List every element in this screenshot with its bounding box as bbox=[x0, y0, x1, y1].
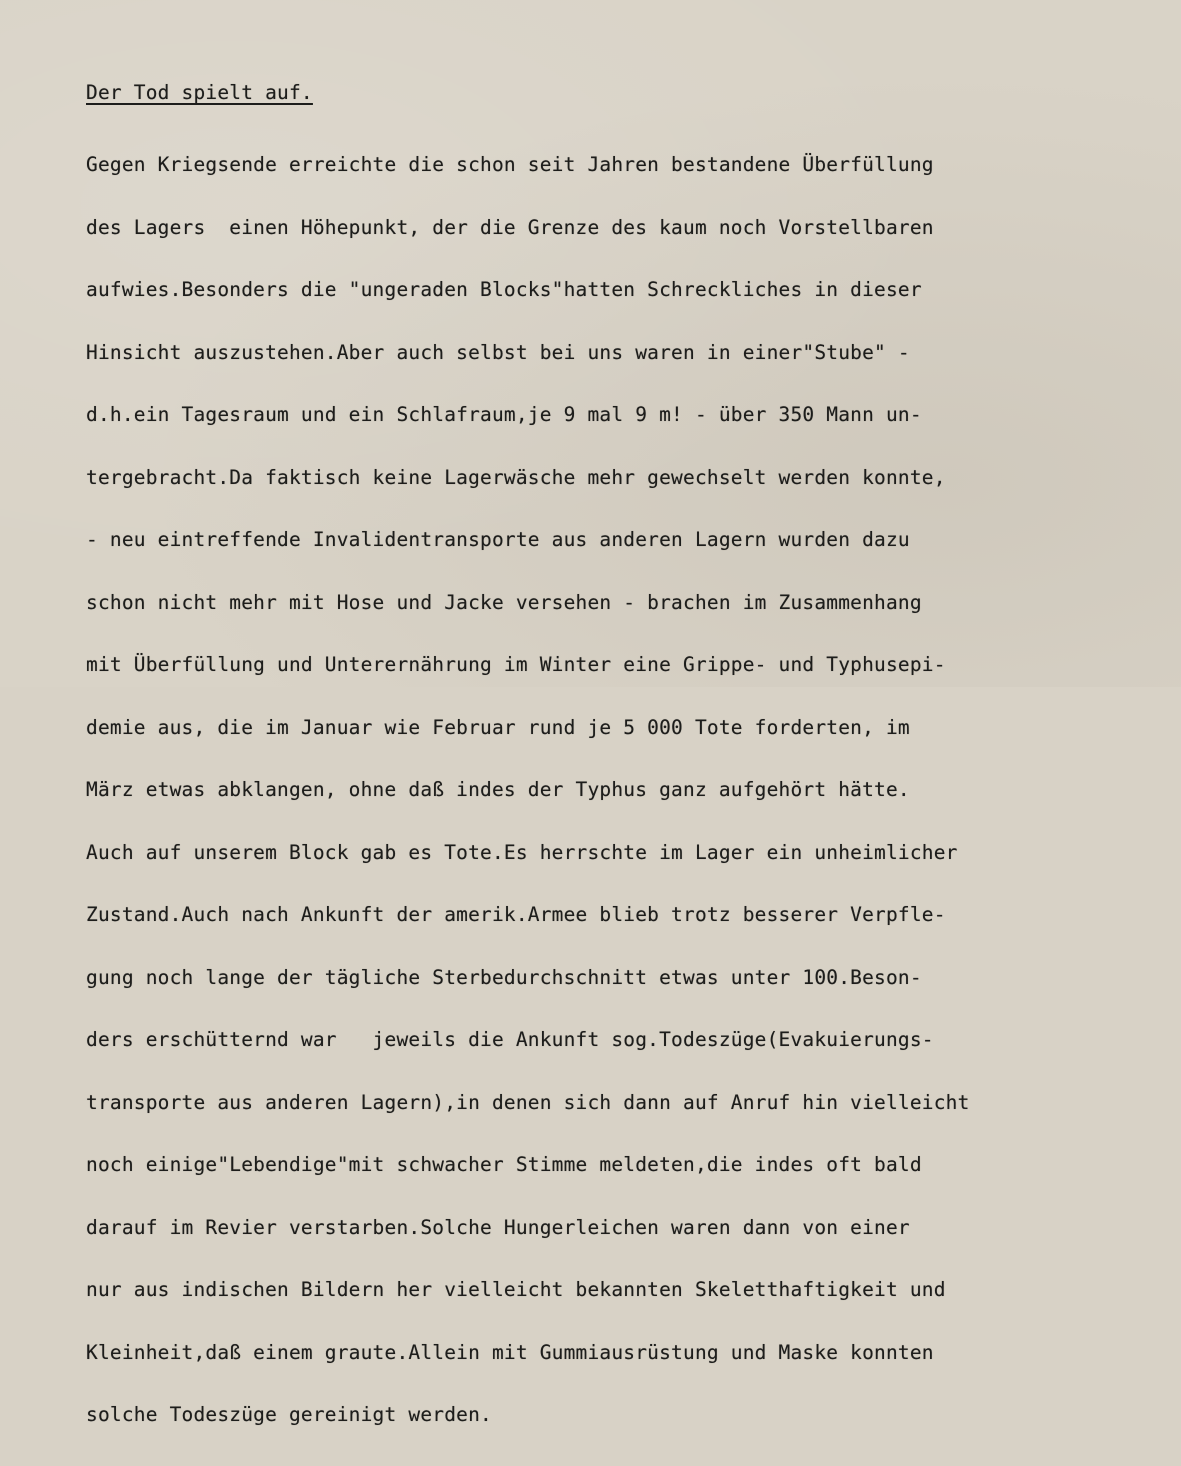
text-line: Auch auf unserem Block gab es Tote.Es herrschte im Lager ein unheimlicher bbox=[86, 840, 958, 864]
text-line: ders erschütternd war jeweils die Ankunft sog.Todeszüge(Evakuierungs- bbox=[86, 1028, 934, 1051]
text-line: tergebracht.Da faktisch keine Lagerwäsche mehr gewechselt werden konnte, bbox=[86, 465, 946, 489]
text-line: nur aus indischen Bildern her vielleicht bekannten Skeletthaftigkeit und bbox=[86, 1278, 946, 1301]
text-line: schon nicht mehr mit Hose und Jacke versehen - brachen im Zusammenhang bbox=[86, 590, 922, 614]
text-line: Gegen Kriegsende erreichte die schon seit Jahren bestandene Überfüllung bbox=[86, 153, 934, 176]
document-title: Der Tod spielt auf. bbox=[86, 81, 313, 104]
text-line: des Lagers einen Höhepunkt, der die Grenze des kaum noch Vorstellbaren bbox=[86, 215, 934, 239]
text-line: - neu eintreffende Invalidentransporte aus anderen Lagern wurden dazu bbox=[86, 528, 910, 551]
text-line: gung noch lange der tägliche Sterbedurchschnitt etwas unter 100.Beson- bbox=[86, 965, 922, 989]
text-line: März etwas abklangen, ohne daß indes der Typhus ganz aufgehört hätte. bbox=[86, 778, 910, 801]
text-line: demie aus, die im Januar wie Februar rund je 5 000 Tote forderten, im bbox=[86, 715, 910, 739]
document-body bbox=[86, 115, 1146, 1466]
text-line: solche Todeszüge gereinigt werden. bbox=[86, 1403, 492, 1426]
text-line: Hinsicht auszustehen.Aber auch selbst bei uns waren in einer"Stube" - bbox=[86, 340, 910, 364]
text-line: Kleinheit,daß einem graute.Allein mit Gummiausrüstung und Maske konnten bbox=[86, 1340, 934, 1364]
text-line: Zustand.Auch nach Ankunft der amerik.Armee blieb trotz besserer Verpfle- bbox=[86, 903, 946, 926]
text-line: noch einige"Lebendige"mit schwacher Stimme meldeten,die indes oft bald bbox=[86, 1153, 922, 1176]
text-line: aufwies.Besonders die "ungeraden Blocks"hatten Schreckliches in dieser bbox=[86, 278, 922, 301]
text-line: d.h.ein Tagesraum und ein Schlafraum,je 9 mal 9 m! - über 350 Mann un- bbox=[86, 403, 922, 426]
text-line: darauf im Revier verstarben.Solche Hungerleichen waren dann von einer bbox=[86, 1215, 910, 1239]
text-line: transporte aus anderen Lagern),in denen sich dann auf Anruf hin vielleicht bbox=[86, 1090, 970, 1114]
text-line: mit Überfüllung und Unterernährung im Winter eine Grippe- und Typhusepi- bbox=[86, 653, 946, 676]
